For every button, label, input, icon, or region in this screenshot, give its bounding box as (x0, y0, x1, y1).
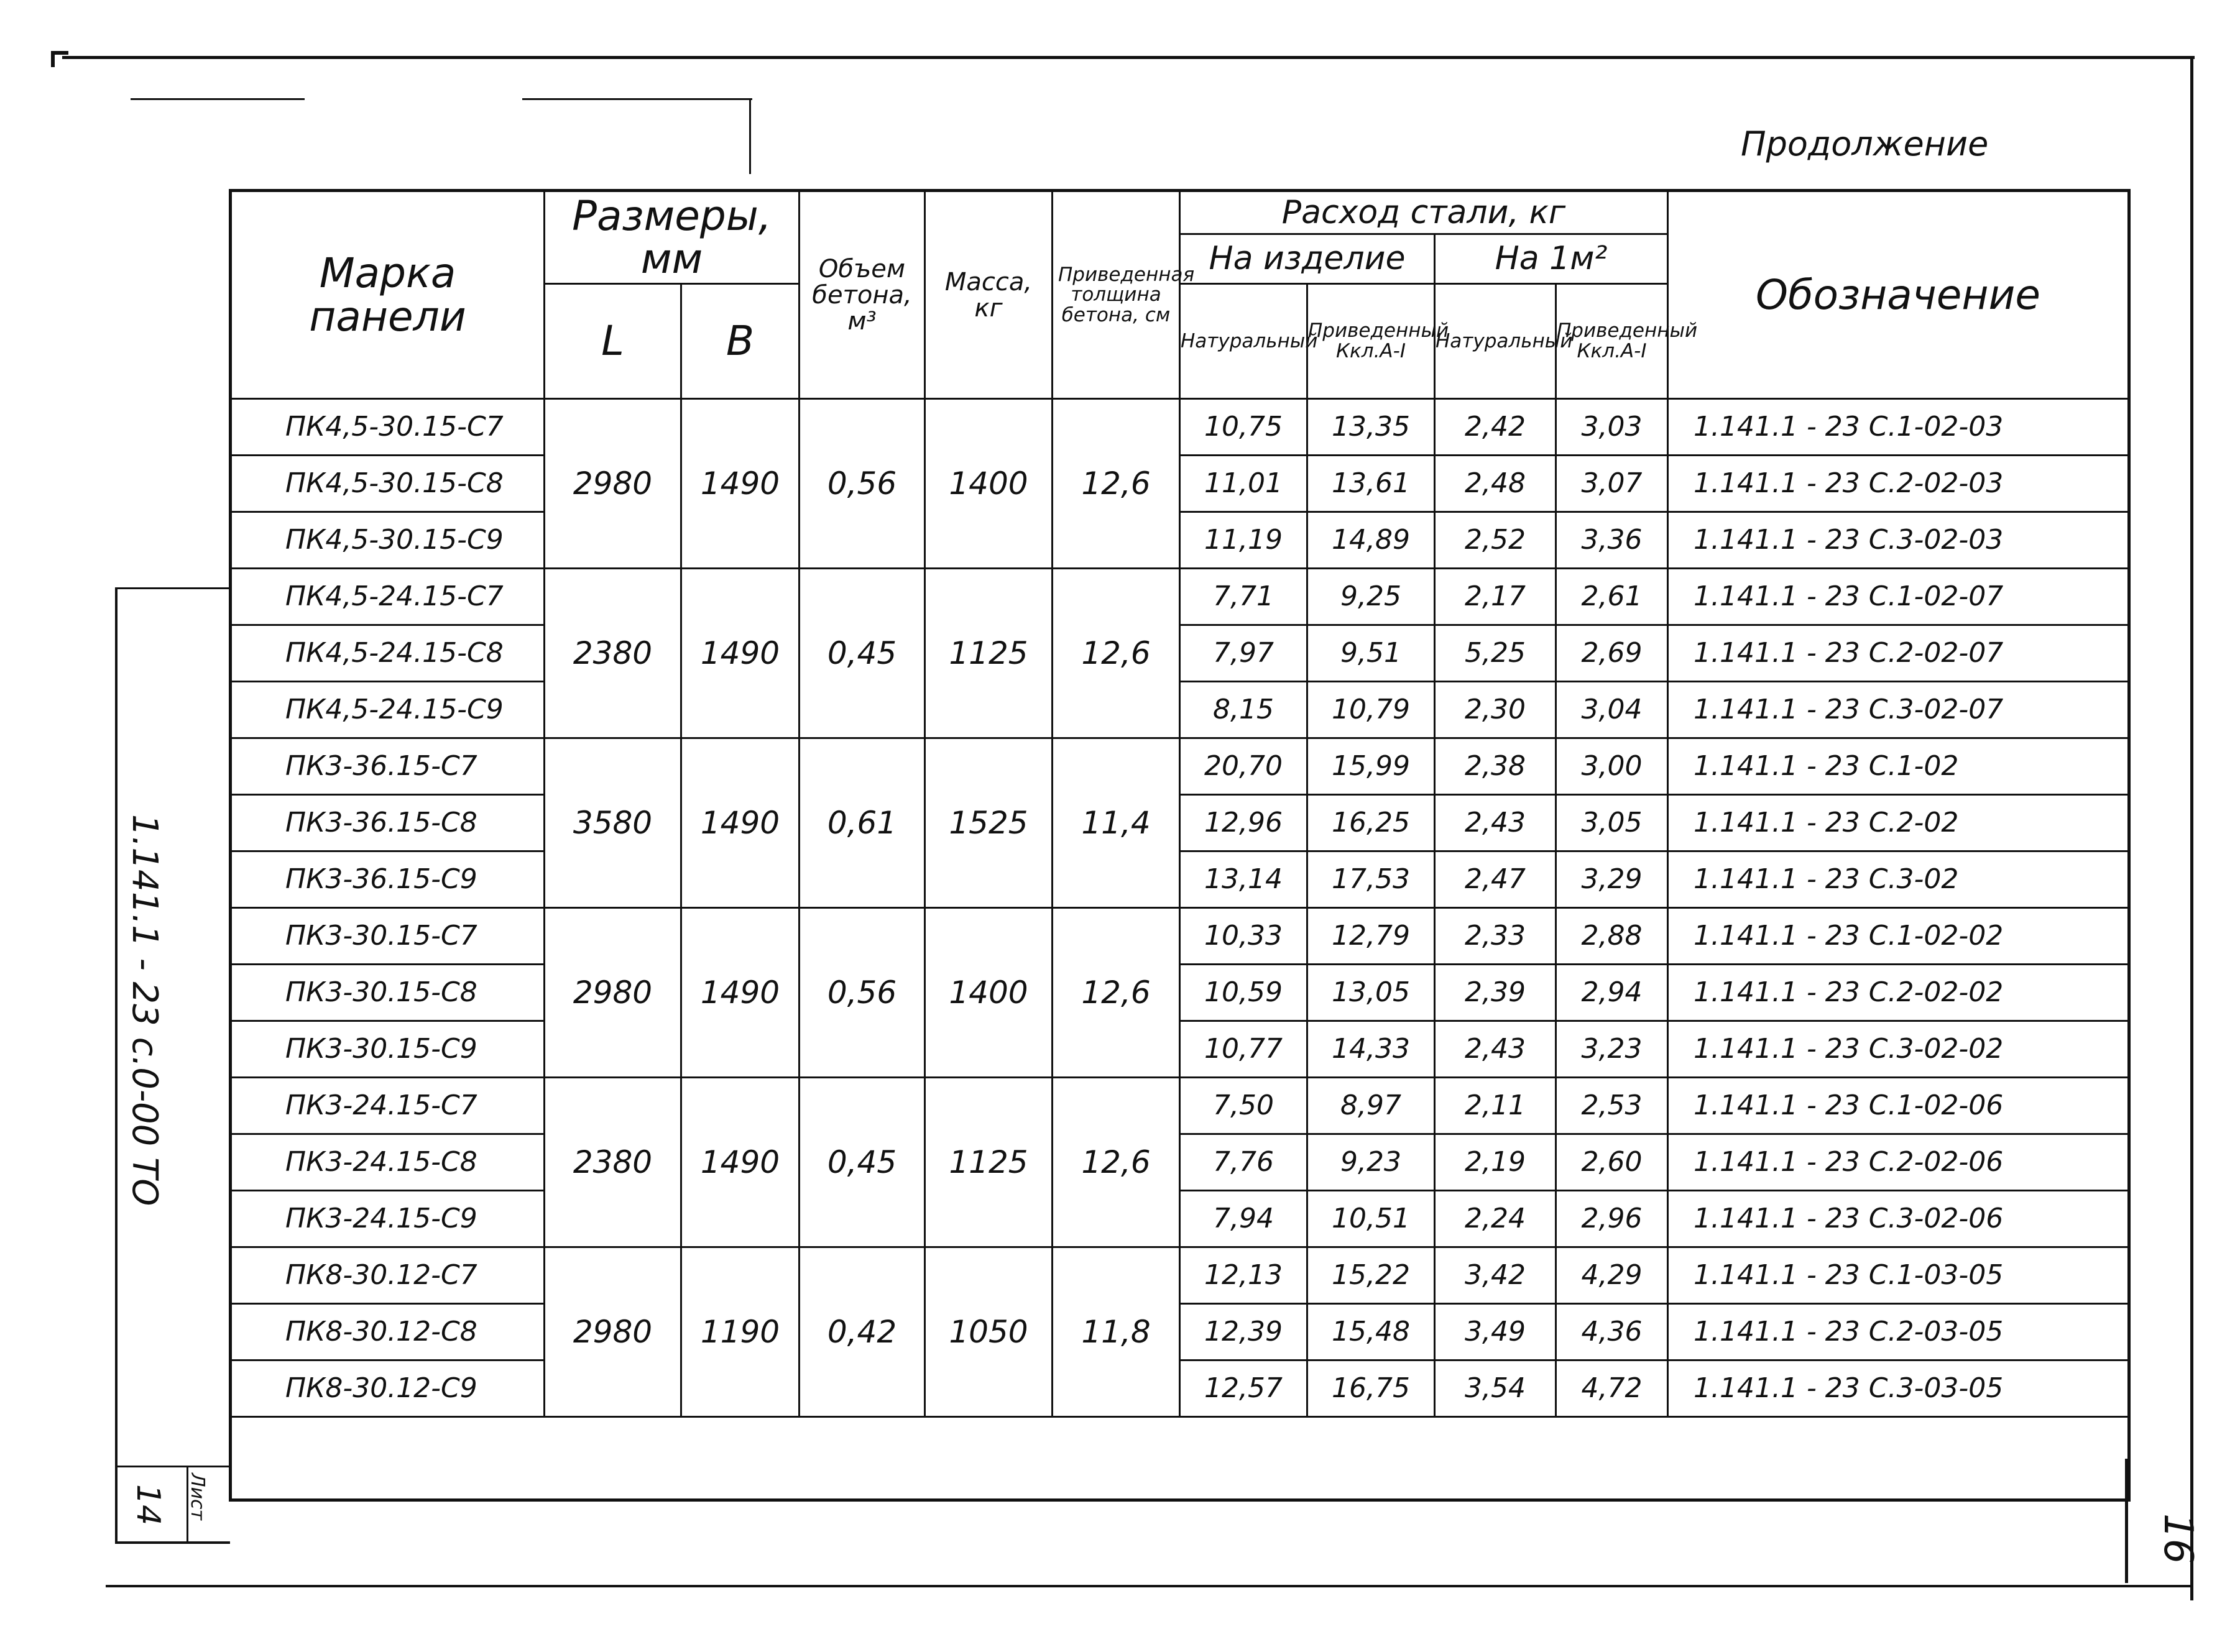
steel-natural-m2: 2,11 (1435, 1078, 1556, 1134)
steel-natural-item: 10,33 (1180, 908, 1307, 965)
blank-row (231, 1417, 2129, 1500)
steel-natural-m2: 2,43 (1435, 1021, 1556, 1078)
steel-natural-item: 11,01 (1180, 456, 1307, 512)
concrete-volume: 0,61 (800, 738, 925, 908)
steel-reduced-item: 16,75 (1307, 1361, 1435, 1417)
steel-reduced-m2: 2,61 (1556, 569, 1668, 625)
dimension-l: 2980 (545, 1247, 681, 1417)
dimension-l: 3580 (545, 738, 681, 908)
panel-mark: ПК3-24.15-С9 (231, 1191, 545, 1247)
designation: 1.141.1 - 23 С.2-02-03 (1668, 456, 2129, 512)
dimension-l: 2980 (545, 399, 681, 569)
steel-natural-item: 7,50 (1180, 1078, 1307, 1134)
designation: 1.141.1 - 23 С.1-02-07 (1668, 569, 2129, 625)
designation: 1.141.1 - 23 С.1-02-06 (1668, 1078, 2129, 1134)
steel-natural-m2: 2,43 (1435, 795, 1556, 851)
steel-reduced-m2: 4,29 (1556, 1247, 1668, 1304)
steel-reduced-m2: 4,72 (1556, 1361, 1668, 1417)
steel-reduced-m2: 3,05 (1556, 795, 1668, 851)
panel-mark: ПК4,5-30.15-С9 (231, 512, 545, 569)
panel-mass: 1050 (925, 1247, 1053, 1417)
sheet-number: 14 (129, 1484, 167, 1526)
steel-natural-m2: 3,54 (1435, 1361, 1556, 1417)
steel-reduced-item: 9,51 (1307, 625, 1435, 682)
steel-reduced-item: 10,79 (1307, 682, 1435, 738)
concrete-volume: 0,45 (800, 569, 925, 738)
steel-reduced-m2: 3,29 (1556, 851, 1668, 908)
steel-reduced-m2: 3,07 (1556, 456, 1668, 512)
designation: 1.141.1 - 23 С.3-02-03 (1668, 512, 2129, 569)
steel-reduced-item: 13,35 (1307, 399, 1435, 456)
steel-reduced-item: 13,61 (1307, 456, 1435, 512)
panel-mass: 1400 (925, 908, 1053, 1078)
header-mass: Масса, кг (925, 191, 1053, 399)
table-row (231, 1021, 2129, 1078)
panel-mark: ПК4,5-24.15-С8 (231, 625, 545, 682)
steel-natural-item: 12,57 (1180, 1361, 1307, 1417)
steel-reduced-item: 9,23 (1307, 1134, 1435, 1191)
table-row (231, 456, 2129, 512)
table-row (231, 399, 2129, 456)
panel-mark: ПК3-36.15-С9 (231, 851, 545, 908)
panel-mark: ПК3-36.15-С7 (231, 738, 545, 795)
steel-reduced-item: 10,51 (1307, 1191, 1435, 1247)
designation: 1.141.1 - 23 С.2-03-05 (1668, 1304, 2129, 1361)
steel-natural-m2: 2,47 (1435, 851, 1556, 908)
steel-natural-item: 12,96 (1180, 795, 1307, 851)
steel-natural-item: 10,77 (1180, 1021, 1307, 1078)
dimension-l: 2380 (545, 569, 681, 738)
steel-reduced-m2: 2,94 (1556, 965, 1668, 1021)
continuation-note: Продолжение (1741, 124, 1989, 163)
table-row (231, 569, 2129, 625)
steel-natural-m2: 2,30 (1435, 682, 1556, 738)
concrete-volume: 0,56 (800, 399, 925, 569)
steel-reduced-m2: 3,00 (1556, 738, 1668, 795)
steel-natural-item: 8,15 (1180, 682, 1307, 738)
steel-reduced-item: 15,22 (1307, 1247, 1435, 1304)
table-row (231, 1304, 2129, 1361)
header-reduced-m2: Приведенный Ккл.А-I (1556, 284, 1668, 399)
designation: 1.141.1 - 23 С.1-03-05 (1668, 1247, 2129, 1304)
steel-natural-item: 11,19 (1180, 512, 1307, 569)
steel-reduced-m2: 2,60 (1556, 1134, 1668, 1191)
steel-natural-m2: 2,33 (1435, 908, 1556, 965)
designation: 1.141.1 - 23 С.3-02 (1668, 851, 2129, 908)
header-per-item: На изделие (1180, 234, 1435, 284)
panel-mark: ПК8-30.12-С8 (231, 1304, 545, 1361)
header-reduced-thickness: Приведенная толщина бетона, см (1053, 191, 1180, 399)
panel-mark: ПК4,5-30.15-С7 (231, 399, 545, 456)
concrete-volume: 0,56 (800, 908, 925, 1078)
steel-natural-m2: 5,25 (1435, 625, 1556, 682)
steel-natural-m2: 2,19 (1435, 1134, 1556, 1191)
steel-natural-item: 7,97 (1180, 625, 1307, 682)
header-stub-line-2 (522, 98, 752, 100)
header-designation: Обозначение (1668, 191, 2129, 399)
designation: 1.141.1 - 23 С.1-02-03 (1668, 399, 2129, 456)
panel-mark: ПК3-30.15-С7 (231, 908, 545, 965)
table-row (231, 795, 2129, 851)
steel-reduced-item: 13,05 (1307, 965, 1435, 1021)
steel-natural-item: 12,13 (1180, 1247, 1307, 1304)
header-natural-m2: Натуральный (1435, 284, 1556, 399)
steel-reduced-m2: 3,04 (1556, 682, 1668, 738)
header-stub-v (749, 99, 751, 174)
designation: 1.141.1 - 23 С.2-02-02 (1668, 965, 2129, 1021)
steel-natural-m2: 2,17 (1435, 569, 1556, 625)
table-row (231, 738, 2129, 795)
designation: 1.141.1 - 23 С.3-02-07 (1668, 682, 2129, 738)
steel-natural-m2: 2,38 (1435, 738, 1556, 795)
panel-mark: ПК4,5-30.15-С8 (231, 456, 545, 512)
vertical-document-code: 1.141.1 - 23 с.0-00 ТО (124, 814, 165, 1206)
steel-natural-m2: 2,42 (1435, 399, 1556, 456)
steel-reduced-m2: 3,03 (1556, 399, 1668, 456)
frame-top-line (62, 56, 2195, 59)
concrete-volume: 0,42 (800, 1247, 925, 1417)
left-strip-line (115, 587, 118, 1541)
panel-mark: ПК3-24.15-С7 (231, 1078, 545, 1134)
designation: 1.141.1 - 23 С.3-03-05 (1668, 1361, 2129, 1417)
steel-reduced-m2: 2,53 (1556, 1078, 1668, 1134)
steel-natural-m2: 3,49 (1435, 1304, 1556, 1361)
dimension-b: 1490 (681, 908, 800, 1078)
frame-corner-mark-v (51, 51, 55, 67)
left-strip-divider (115, 587, 229, 589)
steel-natural-item: 12,39 (1180, 1304, 1307, 1361)
panel-mark: ПК8-30.12-С7 (231, 1247, 545, 1304)
header-steel: Расход стали, кг (1180, 191, 1668, 234)
designation: 1.141.1 - 23 С.1-02 (1668, 738, 2129, 795)
reduced-thickness: 12,6 (1053, 399, 1180, 569)
table-row (231, 1191, 2129, 1247)
steel-reduced-m2: 3,23 (1556, 1021, 1668, 1078)
steel-reduced-item: 17,53 (1307, 851, 1435, 908)
dimension-l: 2980 (545, 908, 681, 1078)
header-mark: Марка панели (231, 191, 545, 399)
steel-natural-item: 10,75 (1180, 399, 1307, 456)
dimension-b: 1490 (681, 1078, 800, 1247)
sheet-box-top (115, 1466, 229, 1467)
steel-natural-m2: 2,48 (1435, 456, 1556, 512)
header-per-m2: На 1м² (1435, 234, 1668, 284)
steel-natural-item: 10,59 (1180, 965, 1307, 1021)
panel-mark: ПК4,5-24.15-С9 (231, 682, 545, 738)
header-dim-b: В (681, 284, 800, 399)
header-natural-item: Натуральный (1180, 284, 1307, 399)
table-row (231, 1078, 2129, 1134)
steel-reduced-item: 14,33 (1307, 1021, 1435, 1078)
table-row (231, 682, 2129, 738)
steel-reduced-item: 14,89 (1307, 512, 1435, 569)
reduced-thickness: 11,8 (1053, 1247, 1180, 1417)
table-row (231, 1361, 2129, 1417)
reduced-thickness: 11,4 (1053, 738, 1180, 908)
panel-mark: ПК3-30.15-С8 (231, 965, 545, 1021)
steel-natural-item: 7,94 (1180, 1191, 1307, 1247)
header-dims: Размеры, мм (545, 191, 800, 284)
dimension-b: 1490 (681, 738, 800, 908)
panel-mark: ПК8-30.12-С9 (231, 1361, 545, 1417)
panel-mass: 1525 (925, 738, 1053, 908)
steel-reduced-m2: 2,69 (1556, 625, 1668, 682)
frame-right-line (2190, 59, 2193, 1600)
designation: 1.141.1 - 23 С.3-02-06 (1668, 1191, 2129, 1247)
table-row (231, 512, 2129, 569)
steel-natural-item: 13,14 (1180, 851, 1307, 908)
steel-reduced-m2: 2,96 (1556, 1191, 1668, 1247)
steel-reduced-m2: 3,36 (1556, 512, 1668, 569)
left-strip-bottom (115, 1541, 230, 1544)
steel-natural-m2: 3,42 (1435, 1247, 1556, 1304)
frame-bottom-line (106, 1585, 2192, 1587)
blank-cell (231, 1417, 2129, 1500)
panel-mark: ПК4,5-24.15-С7 (231, 569, 545, 625)
page-number: 16 (2155, 1513, 2201, 1564)
table-row (231, 908, 2129, 965)
steel-reduced-item: 12,79 (1307, 908, 1435, 965)
header-stub-line (131, 98, 305, 100)
steel-natural-m2: 2,52 (1435, 512, 1556, 569)
table-row (231, 1134, 2129, 1191)
steel-reduced-m2: 4,36 (1556, 1304, 1668, 1361)
steel-natural-item: 7,76 (1180, 1134, 1307, 1191)
designation: 1.141.1 - 23 С.2-02 (1668, 795, 2129, 851)
panel-mark: ПК3-30.15-С9 (231, 1021, 545, 1078)
header-reduced-item: Приведенный Ккл.А-I (1307, 284, 1435, 399)
steel-reduced-item: 15,99 (1307, 738, 1435, 795)
header-dim-l: L (545, 284, 681, 399)
panel-mass: 1125 (925, 569, 1053, 738)
designation: 1.141.1 - 23 С.1-02-02 (1668, 908, 2129, 965)
header-volume: Объем бетона, м³ (800, 191, 925, 399)
reduced-thickness: 12,6 (1053, 908, 1180, 1078)
table-row (231, 851, 2129, 908)
steel-natural-item: 20,70 (1180, 738, 1307, 795)
reduced-thickness: 12,6 (1053, 1078, 1180, 1247)
steel-reduced-item: 8,97 (1307, 1078, 1435, 1134)
steel-reduced-item: 15,48 (1307, 1304, 1435, 1361)
panel-mass: 1125 (925, 1078, 1053, 1247)
steel-reduced-item: 16,25 (1307, 795, 1435, 851)
designation: 1.141.1 - 23 С.2-02-07 (1668, 625, 2129, 682)
table-row (231, 625, 2129, 682)
dimension-b: 1490 (681, 399, 800, 569)
panel-mass: 1400 (925, 399, 1053, 569)
steel-natural-m2: 2,39 (1435, 965, 1556, 1021)
reduced-thickness: 12,6 (1053, 569, 1180, 738)
designation: 1.141.1 - 23 С.3-02-02 (1668, 1021, 2129, 1078)
sheet-label: Лист (187, 1473, 208, 1521)
dimension-l: 2380 (545, 1078, 681, 1247)
dimension-b: 1490 (681, 569, 800, 738)
steel-consumption-table (229, 189, 2131, 1502)
table-row (231, 1247, 2129, 1304)
steel-natural-m2: 2,24 (1435, 1191, 1556, 1247)
steel-reduced-item: 9,25 (1307, 569, 1435, 625)
panel-mark: ПК3-24.15-С8 (231, 1134, 545, 1191)
steel-natural-item: 7,71 (1180, 569, 1307, 625)
designation: 1.141.1 - 23 С.2-02-06 (1668, 1134, 2129, 1191)
concrete-volume: 0,45 (800, 1078, 925, 1247)
table-row (231, 965, 2129, 1021)
steel-reduced-m2: 2,88 (1556, 908, 1668, 965)
panel-mark: ПК3-36.15-С8 (231, 795, 545, 851)
dimension-b: 1190 (681, 1247, 800, 1417)
